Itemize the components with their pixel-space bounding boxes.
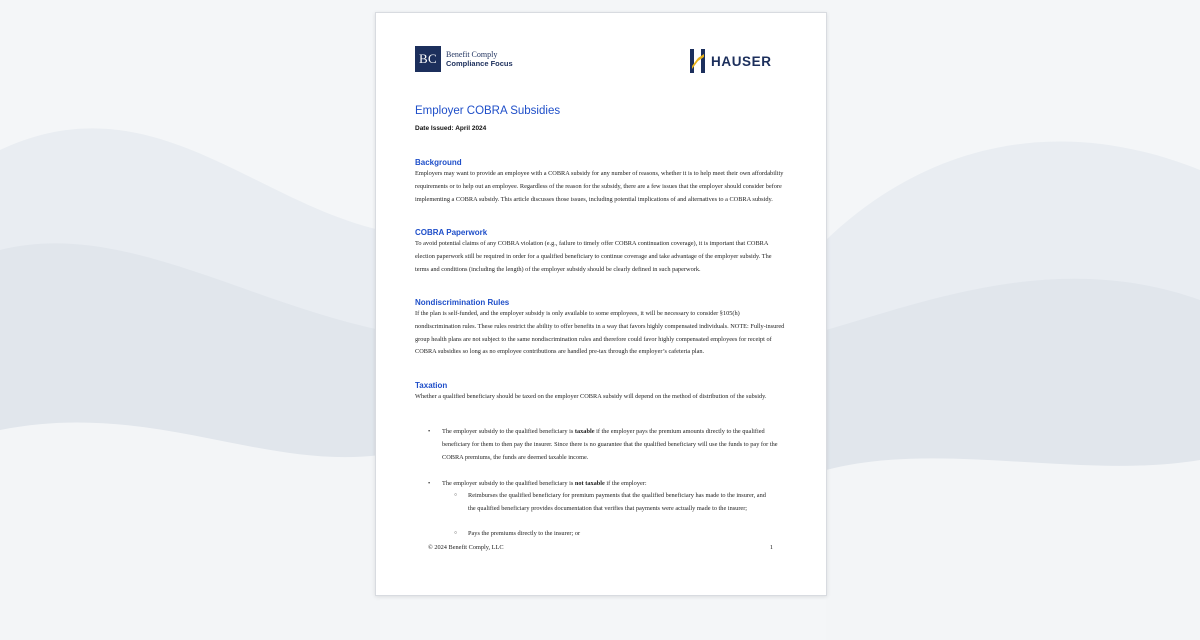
document-page [375, 12, 827, 596]
taxation-bullet-not-taxable [428, 478, 788, 491]
footer-copyright: © 2024 Benefit Comply, LLC [428, 544, 504, 551]
sub-bullet-circle: ○ [454, 531, 458, 536]
sub-bullet-circle: ○ [454, 493, 458, 498]
bc-logo-name: Benefit Comply [446, 50, 498, 59]
bullet2-bold: not taxable [574, 480, 605, 487]
bc-logo-tagline: Compliance Focus [446, 59, 513, 68]
heading-background: Background [415, 158, 462, 167]
bullet1-text-pre: The employer subsidy to the qualified beneficiary is [442, 428, 575, 435]
paragraph-cobra-paperwork: To avoid potential claims of any COBRA violation (e.g., failure to timely offer COBRA continuation coverage), it is important that COBRA election paperwork still be required in order for a qualified beneficiary to continue coverage and take advantage of the employer subsidy. The terms and conditions (including the length) of the employer subsidy should be clearly defined in such paperwork. [415, 240, 772, 273]
subitem1-text: Reimburses the qualified beneficiary for premium payments that the qualified beneficiary has made to the insurer, and the qualified beneficiary provides documentation that verifies that payments were actually made to the insurer; [468, 492, 766, 512]
bullet1-text-post: if the employer pays the premium amounts directly to the qualified beneficiary for them to then pay the insurer. Since there is no guarantee that the qualified beneficiary will use the funds to pay for the COBRA premiums, the funds are deemed taxable income. [442, 428, 778, 461]
taxation-subitem-reimburses [454, 490, 774, 516]
paragraph-nondiscrimination: If the plan is self-funded, and the employer subsidy is only available to some employees, it will be necessary to consider §105(h) nondiscrimination rules. These rules restrict the ability to offer benefits in a way that favors highly compensated individuals. NOTE: Fully-insured group health plans are not subject to the same nondiscrimination rules and therefore could favor highly compensated employees for receipt of COBRA subsidies so long as no employee contributions are handled pre-tax through the employer’s cafeteria plan. [415, 310, 785, 356]
hauser-logo [689, 48, 772, 74]
paragraph-taxation: Whether a qualified beneficiary should be taxed on the employer COBRA subsidy will depend on the method of distribution of the subsidy. [415, 393, 767, 400]
bc-logo-text [446, 50, 513, 68]
bullet-dot: • [428, 428, 431, 435]
heading-taxation: Taxation [415, 381, 448, 390]
footer-page-number: 1 [769, 544, 773, 551]
heading-cobra-paperwork: COBRA Paperwork [415, 228, 488, 237]
bc-logo-mark: BC [415, 46, 441, 72]
benefit-comply-logo [415, 46, 513, 72]
section-cobra-paperwork [415, 228, 785, 276]
bullet-dot: • [428, 480, 431, 487]
section-taxation [415, 381, 785, 404]
date-issued: Date Issued: April 2024 [415, 125, 487, 132]
document-title: Employer COBRA Subsidies [415, 105, 561, 117]
taxation-subitem-pays-insurer [454, 528, 774, 541]
section-nondiscrimination [415, 298, 785, 359]
paragraph-background: Employers may want to provide an employee with a COBRA subsidy for any number of reasons, whether it is to help meet their own affordability requirements or to help out an employee. Regardless of the reason for the subsidy, there are a few issues that the employer should consider before implementing a COBRA subsidy. This article discusses those issues, including potential implications of and alternatives to a COBRA subsidy. [415, 170, 784, 203]
subitem2-text: Pays the premiums directly to the insurer; or [468, 530, 581, 537]
bullet2-text-pre: The employer subsidy to the qualified beneficiary is [442, 480, 575, 487]
hauser-logo-wordmark: HAUSER [711, 53, 772, 69]
heading-nondiscrimination: Nondiscrimination Rules [415, 298, 510, 307]
bullet2-text-post: if the employer: [604, 480, 647, 487]
page-footer [428, 544, 773, 551]
bullet1-bold: taxable [574, 428, 595, 435]
hauser-logo-icon [689, 48, 707, 74]
section-background [415, 158, 785, 206]
taxation-bullet-taxable [428, 426, 788, 464]
